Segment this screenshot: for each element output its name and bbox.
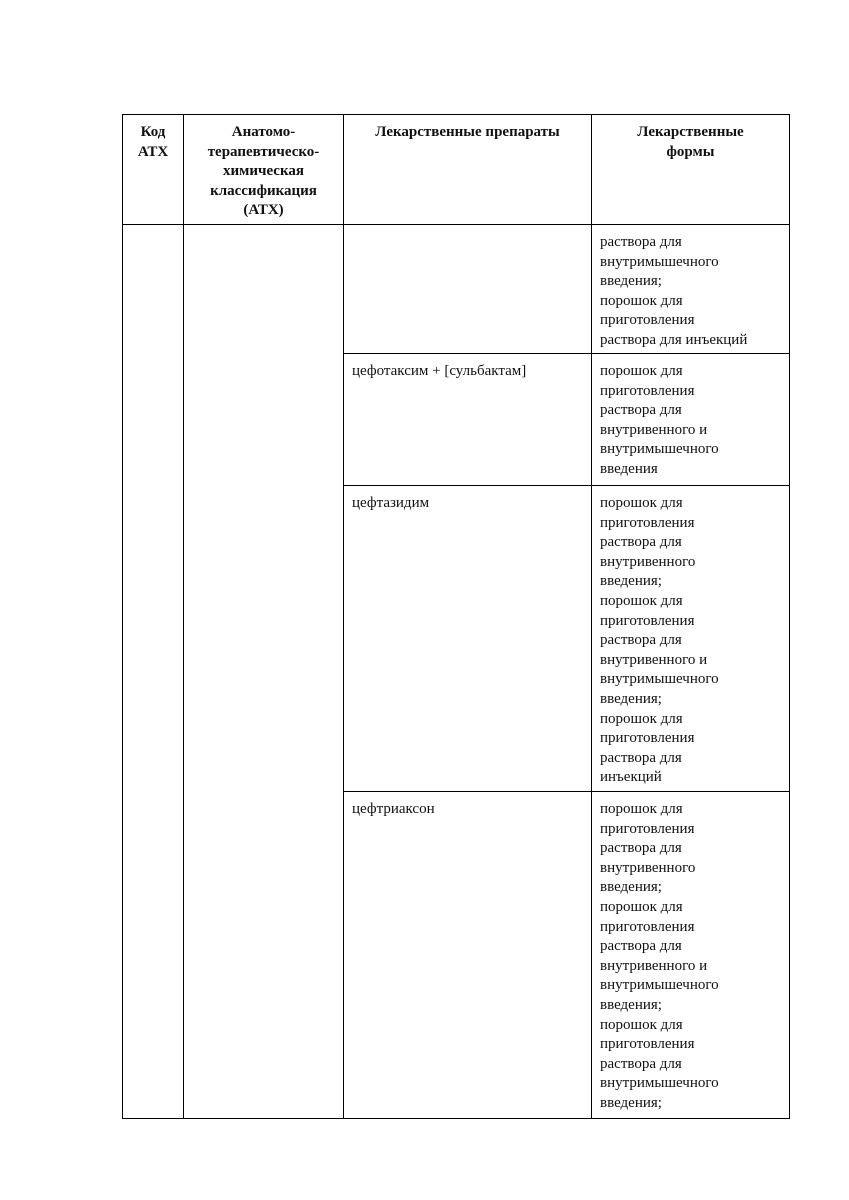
dosage-forms: порошок для приготовления раствора для внутривенного введения; порошок для приготовления раствора для внутривенного и внутримышечного введения; порошок для приготовления раствора для внутримышечного введения; bbox=[600, 801, 719, 1111]
header-drugs bbox=[344, 115, 592, 225]
header-atc-classification bbox=[184, 115, 344, 225]
drug-cell bbox=[344, 792, 592, 1119]
forms-cell bbox=[592, 354, 790, 486]
table-header-row bbox=[123, 115, 790, 225]
forms-cell bbox=[592, 792, 790, 1119]
forms-cell bbox=[592, 486, 790, 792]
atc-code-cell bbox=[123, 225, 184, 1119]
header-dosage-forms bbox=[592, 115, 790, 225]
drug-cell bbox=[344, 354, 592, 486]
drug-cell bbox=[344, 486, 592, 792]
drug-name: цефтриаксон bbox=[352, 801, 435, 817]
drug-table bbox=[122, 114, 790, 1119]
header-atc-classification-label: Анатомо- терапевтическо- химическая классификация (АТХ) bbox=[207, 124, 320, 219]
drug-name: цефотаксим + [сульбактам] bbox=[352, 363, 527, 379]
dosage-forms: порошок для приготовления раствора для внутривенного введения; порошок для приготовления раствора для внутривенного и внутримышечного введения; порошок для приготовления раствора для инъекций bbox=[600, 495, 719, 786]
forms-cell bbox=[592, 225, 790, 354]
atc-classification-cell bbox=[184, 225, 344, 1119]
dosage-forms: порошок для приготовления раствора для внутривенного и внутримышечного введения bbox=[600, 363, 719, 477]
drug-name bbox=[344, 225, 591, 233]
header-drugs-label: Лекарственные препараты bbox=[375, 124, 560, 140]
header-atc-code-label: Код АТХ bbox=[137, 124, 169, 160]
drug-name: цефтазидим bbox=[352, 495, 430, 511]
header-dosage-forms-label: Лекарственные формы bbox=[637, 124, 744, 160]
header-atc-code bbox=[123, 115, 184, 225]
table-row bbox=[123, 225, 790, 354]
dosage-forms: раствора для внутримышечного введения; порошок для приготовления раствора для инъекций bbox=[600, 234, 748, 348]
drug-cell bbox=[344, 225, 592, 354]
